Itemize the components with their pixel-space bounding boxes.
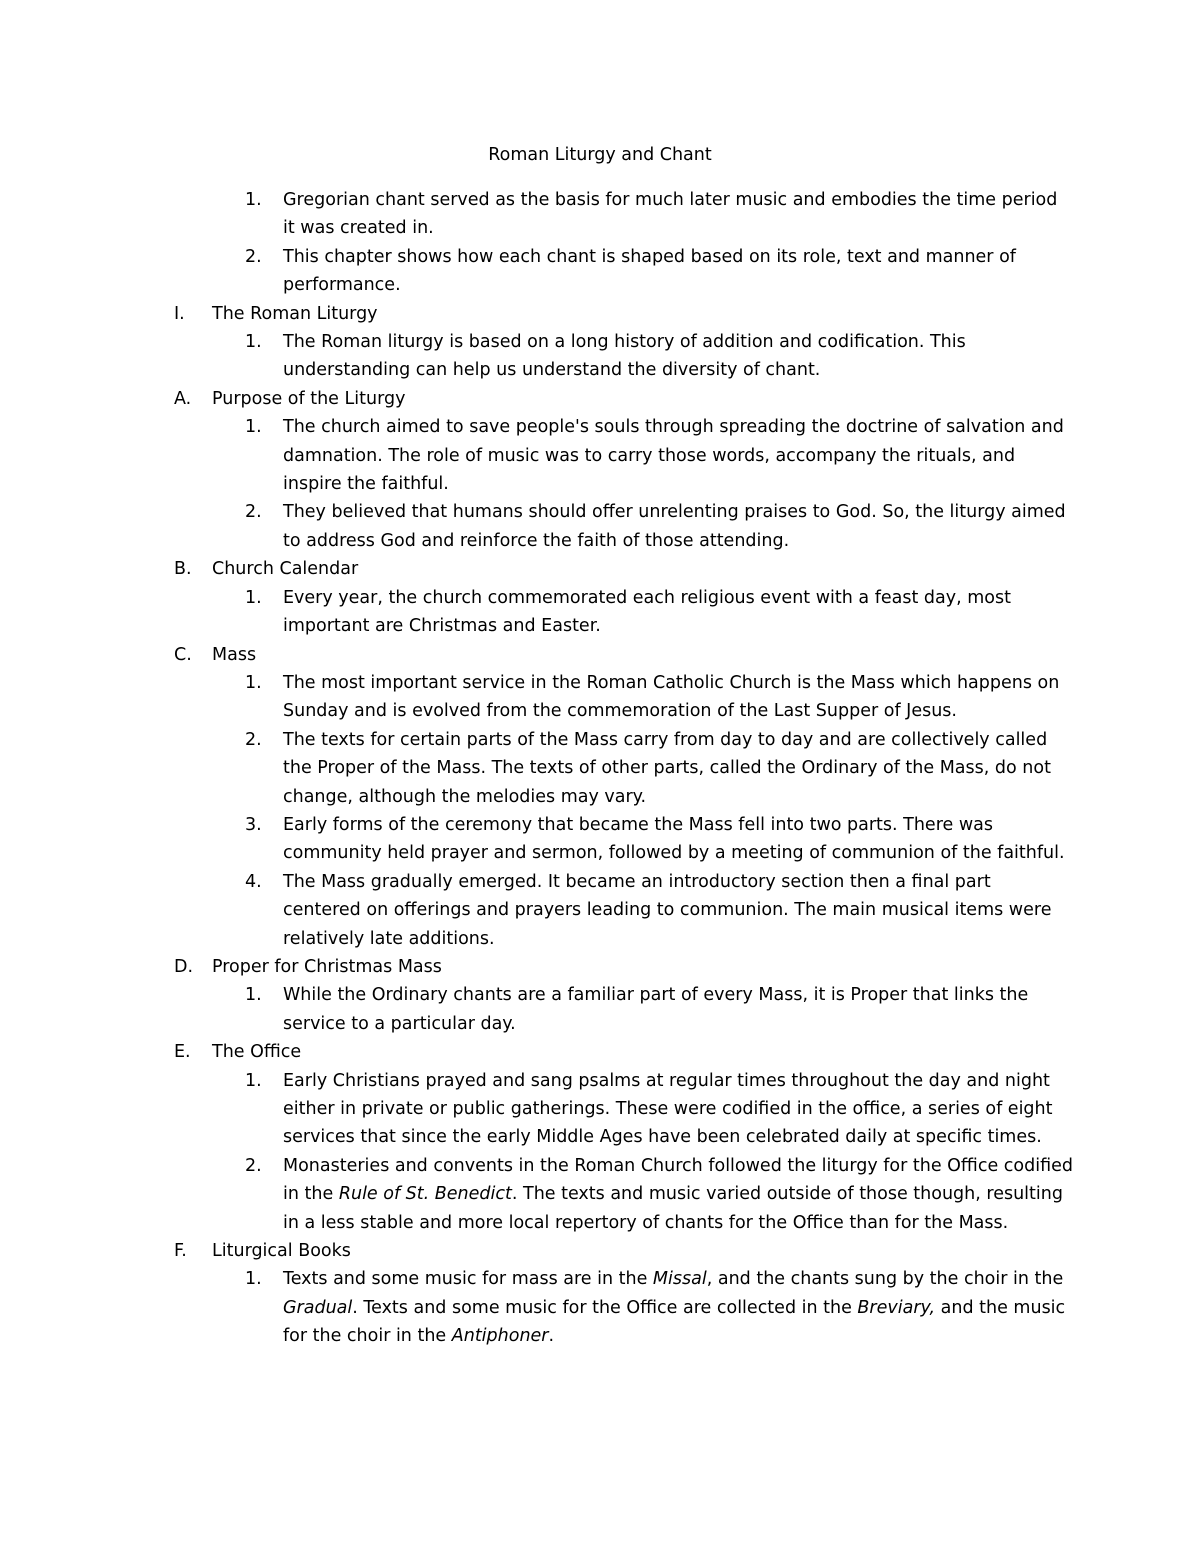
list-item <box>0 1067 1200 1152</box>
text-run: . The texts and music varied outside of those though, resulting in a less stable and more local repertory of chants for the Office than for the Mass. <box>283 1184 1063 1233</box>
section-label: C. <box>174 644 192 665</box>
item-text: While the Ordinary chants are a familiar part of every Mass, it is Proper that links the service to a particular day. <box>283 985 1029 1034</box>
section-heading <box>0 1038 1200 1066</box>
item-text: The most important service in the Roman Catholic Church is the Mass which happens on Sunday and is evolved from the commemoration of the Last Supper of Jesus. <box>283 672 1060 722</box>
text-run: . <box>548 1326 555 1347</box>
section-label: A. <box>174 388 192 409</box>
section-heading <box>0 1237 1200 1265</box>
section-title: Church Calendar <box>212 559 359 580</box>
list-item <box>0 669 1200 726</box>
section-label: B. <box>174 559 192 580</box>
list-item <box>0 328 1200 385</box>
list-item <box>0 1265 1200 1350</box>
item-text: Early Christians prayed and sang psalms at regular times throughout the day and night either in private or public gatherings. These were codified in the office, a series of eight services that since the early Middle Ages have been celebrated daily at specific times. <box>283 1070 1053 1148</box>
list-item <box>0 726 1200 811</box>
item-number: 1. <box>245 417 262 438</box>
item-text: This chapter shows how each chant is shaped based on its role, text and manner of performance. <box>283 246 1016 296</box>
section-title: The Roman Liturgy <box>212 303 378 324</box>
section-label: I. <box>174 303 185 324</box>
item-number: 2. <box>245 729 262 750</box>
item-number: 2. <box>245 1155 262 1176</box>
item-text: The church aimed to save people's souls through spreading the doctrine of salvation and damnation. The role of music was to carry those words, accompany the rituals, and inspire the faithful. <box>283 417 1064 495</box>
list-item <box>0 584 1200 641</box>
section-title: The Office <box>212 1042 302 1063</box>
item-text: The texts for certain parts of the Mass carry from day to day and are collectively called the Proper of the Mass. The texts of other parts, called the Ordinary of the Mass, do not change, although the melodies may vary. <box>283 729 1051 807</box>
list-item <box>0 413 1200 498</box>
section-heading <box>0 641 1200 669</box>
item-text <box>283 1265 1073 1350</box>
book-title-italic: Gradual <box>283 1297 353 1318</box>
item-number: 1. <box>245 190 262 210</box>
section-heading <box>0 385 1200 413</box>
text-run: , and the chants sung by the choir in the <box>706 1269 1064 1290</box>
item-text <box>283 1152 1073 1237</box>
section-label: F. <box>174 1241 187 1262</box>
book-title-italic: Missal <box>652 1269 707 1290</box>
item-text: They believed that humans should offer unrelenting praises to God. So, the liturgy aimed to address God and reinforce the faith of those attending. <box>283 502 1066 551</box>
document-title: Roman Liturgy and Chant <box>488 145 712 165</box>
section-label: D. <box>174 956 194 977</box>
list-item <box>0 811 1200 868</box>
item-text: Early forms of the ceremony that became the Mass fell into two parts. There was community held prayer and sermon, followed by a meeting of communion of the faithful. <box>283 814 1065 864</box>
book-title-italic: Antiphoner <box>451 1326 549 1347</box>
section-title: Mass <box>212 644 257 665</box>
section-title: Purpose of the Liturgy <box>212 388 406 409</box>
item-number: 1. <box>245 985 262 1006</box>
text-run: and the music for the choir in the <box>283 1297 1066 1347</box>
intro-item <box>0 186 1200 243</box>
document-body <box>0 186 1200 1351</box>
section-heading <box>0 953 1200 981</box>
section-heading <box>0 300 1200 328</box>
text-run: . Texts and some music for the Office are collected in the <box>352 1297 858 1318</box>
text-run: Monasteries and convents in the Roman Church followed the liturgy for the Office codified in the <box>283 1155 1073 1205</box>
item-text: The Roman liturgy is based on a long history of addition and codification. This understanding can help us understand the diversity of chant. <box>283 332 966 381</box>
section-heading <box>0 555 1200 583</box>
book-title-italic: Rule of St. Benedict <box>338 1184 512 1205</box>
list-item <box>0 981 1200 1038</box>
item-number: 1. <box>245 1070 262 1091</box>
book-title-italic: Breviary, <box>857 1297 936 1318</box>
item-text: The Mass gradually emerged. It became an introductory section then a final part centered on offerings and prayers leading to communion. The main musical items were relatively late additions. <box>283 871 1052 949</box>
item-number: 3. <box>245 814 262 835</box>
item-number: 1. <box>245 332 262 353</box>
text-run: Texts and some music for mass are in the <box>283 1269 653 1290</box>
intro-item <box>0 243 1200 300</box>
list-item <box>0 868 1200 953</box>
item-text: Gregorian chant served as the basis for much later music and embodies the time period it was created in. <box>283 190 1058 239</box>
section-title: Liturgical Books <box>212 1241 351 1262</box>
item-number: 4. <box>245 871 262 892</box>
item-number: 2. <box>245 502 262 523</box>
list-item <box>0 498 1200 555</box>
item-text: Every year, the church commemorated each religious event with a feast day, most important are Christmas and Easter. <box>283 587 1011 637</box>
section-title: Proper for Christmas Mass <box>212 956 442 977</box>
item-number: 1. <box>245 672 262 693</box>
item-number: 1. <box>245 587 262 608</box>
section-label: E. <box>174 1042 191 1063</box>
item-number: 2. <box>245 246 262 267</box>
list-item <box>0 1152 1200 1237</box>
item-number: 1. <box>245 1269 262 1290</box>
